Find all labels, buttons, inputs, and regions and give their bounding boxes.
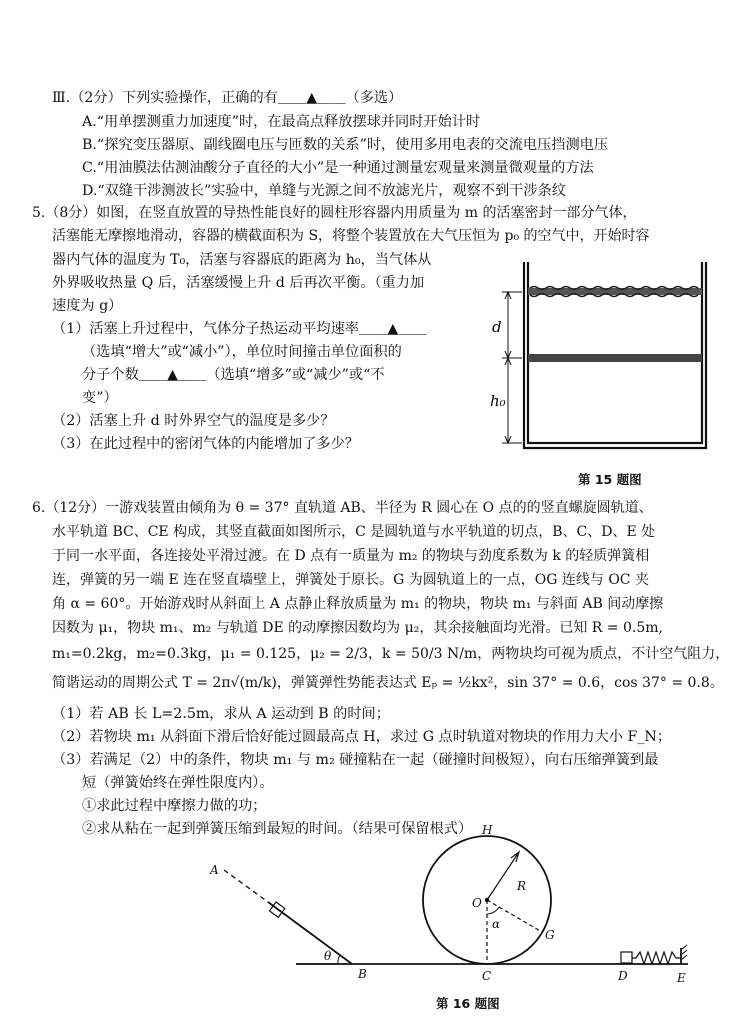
- q5-line-7: （选填“增大”或“减小”），单位时间撞击单位面积的: [82, 344, 402, 360]
- q6-line-6: 因数为 μ₁，物块 m₁、m₂ 与轨道 DE 的动摩擦因数均为 μ₂，其余接触面均光滑。已知 R = 0.5m,: [52, 620, 663, 636]
- q3-option-b: B.“探究变压器原、副线圈电压与匝数的关系”时，使用多用电表的交流电压挡测电压: [82, 137, 609, 153]
- label-A: A: [210, 863, 219, 877]
- label-B: B: [358, 967, 367, 981]
- q6-line-12: 短（弹簧始终在弹性限度内）。: [82, 775, 274, 791]
- label-D: D: [618, 969, 628, 983]
- center-dot: [485, 898, 489, 902]
- label-h0: h₀: [490, 392, 506, 410]
- label-R: R: [517, 879, 527, 893]
- q6-line-2: 水平轨道 BC、CE 构成，其竖直截面如图所示，C 是圆轨道与水平轨道的切点，B、C、D、E 处: [52, 524, 656, 540]
- block-at-D: [621, 952, 632, 963]
- label-theta: θ: [324, 949, 332, 963]
- q5-line-5: 速度为 g）: [52, 298, 123, 314]
- label-d: d: [492, 318, 502, 336]
- q6-line-13: ①求此过程中摩擦力做的功；: [82, 798, 267, 814]
- spring: [632, 952, 680, 964]
- q5-line-4: 外界吸收热量 Q 后，活塞缓慢上升 d 后再次平衡。（重力加: [52, 275, 425, 291]
- q5-line-1: 5.（8分）如图，在竖直放置的导热性能良好的圆柱形容器内用质量为 m 的活塞密封一部分气体，: [32, 205, 637, 221]
- q5-line-6: （1）活塞上升过程中，气体分子热运动平均速率＿＿▲＿＿: [52, 321, 427, 337]
- piston-final: [528, 354, 702, 362]
- q5-line-10: （2）活塞上升 d 时外界空气的温度是多少？: [52, 413, 335, 429]
- q6-line-3: 于同一水平面，各连接处平滑过渡。在 D 点有一质量为 m₂ 的物块与劲度系数为 k 的轻质弹簧相: [52, 548, 650, 564]
- figure-16: [200, 824, 700, 992]
- q6-line-8: 简谐运动的周期公式 T = 2π√(m/k)，弹簧弹性势能表达式 Eₚ = ½kx²，sin 37° = 0.6，cos 37° = 0.8。: [52, 675, 724, 691]
- label-O: O: [472, 896, 482, 910]
- alpha-arc: [487, 907, 499, 914]
- q5-line-9: 变”）: [82, 390, 118, 406]
- label-H: H: [482, 824, 493, 837]
- q6-line-10: （2）若物块 m₁ 从斜面下滑后恰好能过圆最高点 H，求过 G 点时轨道对物块的作用力大小 F_N；: [52, 729, 672, 745]
- q3-option-c: C.“用油膜法估测油酸分子直径的大小”是一种通过测量宏观量来测量微观量的方法: [82, 160, 594, 176]
- piston-initial: [528, 287, 702, 297]
- label-E: E: [677, 971, 686, 985]
- q5-line-2: 活塞能无摩擦地滑动，容器的横截面积为 S，将整个装置放在大气压恒为 p₀ 的空气中，开始时容: [52, 228, 650, 244]
- q3-option-a: A.“用单摆测重力加速度”时，在最高点释放摆球并同时开始计时: [82, 114, 481, 130]
- q3-stem: Ⅲ.（2分）下列实验操作，正确的有＿＿▲＿＿（多选）: [52, 90, 403, 106]
- q6-line-14: ②求从粘在一起到弹簧压缩到最短的时间。（结果可保留根式）: [82, 821, 473, 837]
- q6-line-9: （1）若 AB 长 L=2.5m，求从 A 运动到 B 的时间；: [52, 706, 390, 722]
- figure-15: [488, 252, 713, 462]
- theta-arc: [338, 955, 340, 964]
- q6-line-7: m₁=0.2kg，m₂=0.3kg，μ₁ = 0.125，μ₂ = 2/3，k = 50/3 N/m，两物块均可视为质点，不计空气阻力，: [52, 646, 730, 662]
- label-G: G: [545, 928, 555, 942]
- q5-line-8: 分子个数＿＿▲＿＿（选填“增多”或“减少”或“不: [82, 367, 385, 383]
- radius-OR: [487, 852, 519, 900]
- q6-line-1: 6.（12分）一游戏装置由倾角为 θ = 37° 直轨道 AB、半径为 R 圆心在 O 点的的竖直螺旋圆轨道、: [32, 500, 653, 516]
- figure-16-caption: 第 16 题图: [436, 996, 500, 1011]
- figure-15-caption: 第 15 题图: [578, 472, 642, 487]
- wall-hatch: [681, 945, 687, 960]
- q6-line-4: 连，弹簧的另一端 E 连在竖直墙壁上，弹簧处于原长。G 为圆轨道上的一点，OG 连线与 OC 夹: [52, 572, 649, 588]
- label-alpha: α: [492, 917, 501, 931]
- q5-line-3: 器内气体的温度为 T₀，活塞与容器底的距离为 h₀，当气体从: [52, 252, 432, 268]
- q6-line-5: 角 α = 60°。开始游戏时从斜面上 A 点静止释放质量为 m₁ 的物块，物块 m₁ 与斜面 AB 间动摩擦: [52, 596, 664, 612]
- label-C: C: [482, 969, 492, 983]
- q5-line-11: （3）在此过程中的密闭气体的内能增加了多少？: [52, 436, 359, 452]
- q6-line-11: （3）若满足（2）中的条件，物块 m₁ 与 m₂ 碰撞粘在一起（碰撞时间极短），向右压缩弹簧到最: [52, 752, 659, 768]
- q3-option-d: D.“双缝干涉测波长”实验中，单缝与光源之间不放滤光片，观察不到干涉条纹: [82, 183, 566, 199]
- incline-dashed: [224, 870, 268, 902]
- incline-track: [268, 902, 352, 964]
- dimension-lines: [502, 292, 522, 443]
